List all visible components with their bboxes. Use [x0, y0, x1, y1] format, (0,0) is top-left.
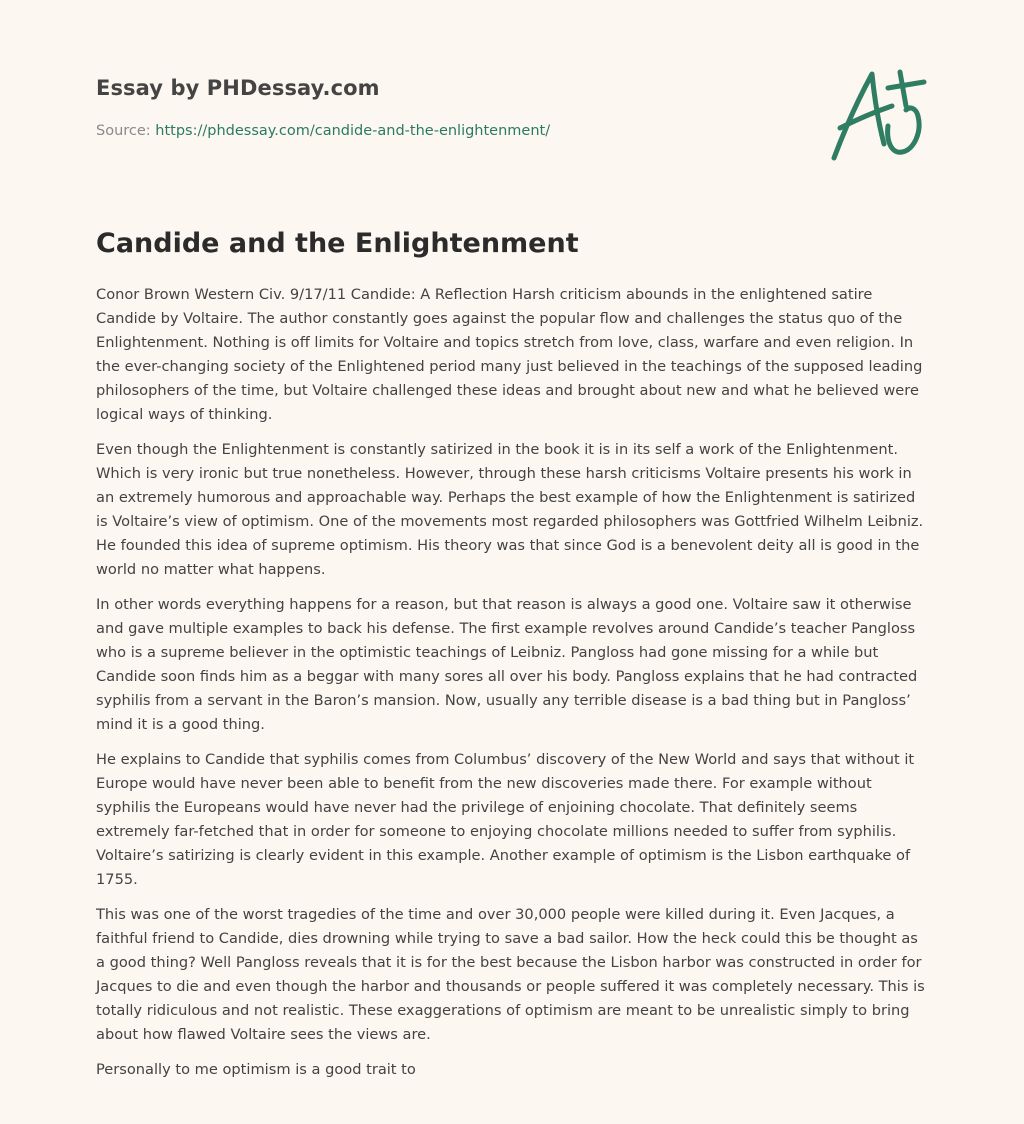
- site-title: Essay by PHDessay.com: [96, 76, 380, 100]
- a-plus-logo-icon: [826, 66, 930, 166]
- essay-paragraph: He explains to Candide that syphilis comes from Columbus’ discovery of the New World and says that without it Europe would have never been able to benefit from the new discoveries made there. For example without syphilis the Europeans would have never had the privilege of enjoining chocolate. That definitely seems extremely far-fetched that in order for someone to enjoying chocolate millions needed to suffer from syphilis. Voltaire’s satirizing is clearly evident in this example. Another example of optimism is the Lisbon earthquake of 1755.: [96, 751, 915, 888]
- page-header: [96, 0, 928, 200]
- essay-title: Candide and the Enlightenment: [96, 228, 579, 259]
- essay-paragraph: Even though the Enlightenment is constantly satirized in the book it is in its self a work of the Enlightenment. Which is very ironic but true nonetheless. However, through these harsh criticisms Voltaire presents his work in an extremely humorous and approachable way. Perhaps the best example of how the Enlightenment is satirized is Voltaire’s view of optimism. One of the movements most regarded philosophers was Gottfried Wilhelm Leibniz. He founded this idea of supreme optimism. His theory was that since God is a benevolent deity all is good in the world no matter what happens.: [96, 441, 924, 578]
- source-line: [96, 123, 550, 139]
- essay-paragraph: Personally to me optimism is a good trait to: [96, 1061, 416, 1078]
- essay-paragraph: In other words everything happens for a reason, but that reason is always a good one. Voltaire saw it otherwise and gave multiple examples to back his defense. The first example revolves around Candide’s teacher Pangloss who is a supreme believer in the optimistic teachings of Leibniz. Pangloss had gone missing for a while but Candide soon finds him as a beggar with many sores all over his body. Pangloss explains that he had contracted syphilis from a servant in the Baron’s mansion. Now, usually any terrible disease is a bad thing but in Pangloss’ mind it is a good thing.: [96, 596, 918, 733]
- essay-body: [96, 283, 928, 1082]
- essay-paragraph: This was one of the worst tragedies of the time and over 30,000 people were killed during it. Even Jacques, a faithful friend to Candide, dies drowning while trying to save a bad sailor. How the heck could this be thought as a good thing? Well Pangloss reveals that it is for the best because the Lisbon harbor was constructed in order for Jacques to die and even though the harbor and thousands or people suffered it was completely necessary. This is totally ridiculous and not realistic. These exaggerations of optimism are meant to be unrealistic simply to bring about how flawed Voltaire sees the views are.: [96, 906, 925, 1043]
- source-link[interactable]: https://phdessay.com/candide-and-the-enlightenment/: [155, 123, 551, 139]
- source-label: Source:: [96, 123, 151, 139]
- essay-paragraph: Conor Brown Western Civ. 9/17/11 Candide: A Reflection Harsh criticism abounds in the enlightened satire Candide by Voltaire. The author constantly goes against the popular flow and challenges the status quo of the Enlightenment. Nothing is off limits for Voltaire and topics stretch from love, class, warfare and even religion. In the ever-changing society of the Enlightened period many just believed in the teachings of the supposed leading philosophers of the time, but Voltaire challenged these ideas and brought about new and what he believed were logical ways of thinking.: [96, 286, 923, 423]
